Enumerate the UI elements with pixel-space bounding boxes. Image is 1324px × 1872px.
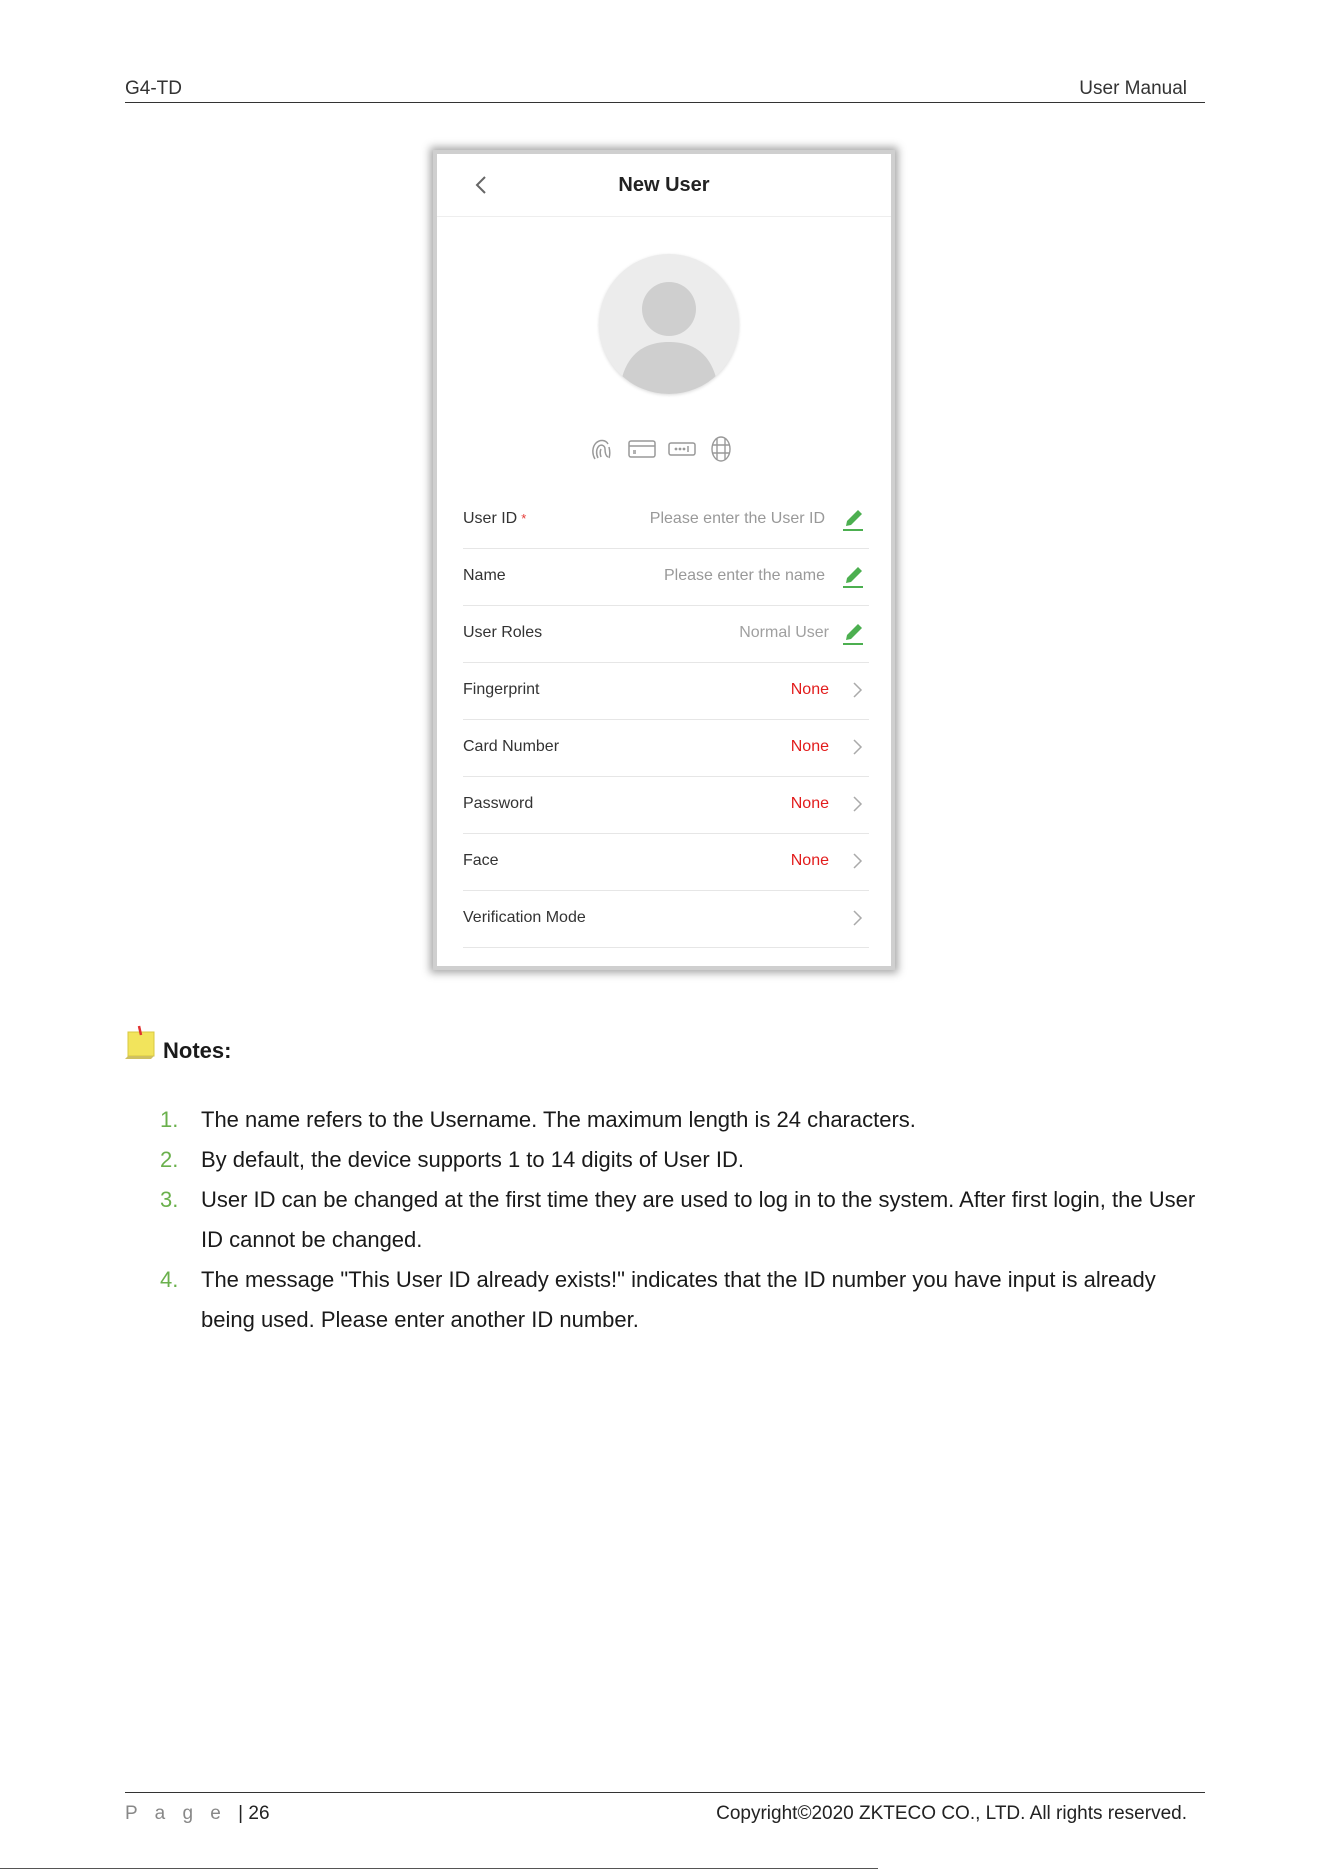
- field-value: Please enter the User ID: [649, 510, 825, 527]
- required-marker: *: [521, 511, 527, 526]
- field-row-user-roles[interactable]: [463, 606, 869, 663]
- note-item: [160, 1100, 1200, 1140]
- field-label-text: Fingerprint: [463, 681, 540, 698]
- user-fields-list: [463, 492, 869, 948]
- field-label-text: Password: [463, 795, 534, 812]
- field-label: [463, 624, 542, 642]
- field-label-text: Face: [463, 852, 499, 869]
- field-label: [463, 795, 533, 813]
- note-text: By default, the device supports 1 to 14 digits of User ID.: [201, 1147, 744, 1172]
- field-row-user-id[interactable]: [463, 492, 869, 549]
- device-screenshot: [433, 150, 895, 970]
- page-header: [125, 72, 1205, 103]
- page-number-value: | 26: [238, 1803, 270, 1824]
- note-item: [160, 1140, 1200, 1180]
- field-label: [463, 909, 586, 927]
- app-bar: [437, 154, 891, 217]
- field-label: [463, 852, 499, 870]
- field-label: [463, 567, 506, 585]
- face-icon: [707, 435, 735, 463]
- bottom-rule: [0, 1868, 878, 1869]
- field-row-name[interactable]: [463, 549, 869, 606]
- note-number: 3.: [160, 1187, 179, 1212]
- field-value: None: [790, 852, 829, 869]
- header-model: G4-TD: [125, 78, 182, 99]
- field-row-face[interactable]: [463, 834, 869, 891]
- field-label-text: Card Number: [463, 738, 560, 755]
- edit-pencil-icon[interactable]: [841, 563, 865, 589]
- copyright: Copyright©2020 ZKTECO CO., LTD. All rights reserved.: [716, 1803, 1187, 1824]
- verification-icons: [587, 432, 757, 466]
- field-row-password[interactable]: [463, 777, 869, 834]
- field-label-text: User ID: [463, 510, 518, 527]
- password-icon: [667, 435, 695, 463]
- chevron-right-icon[interactable]: [851, 680, 863, 700]
- field-value: None: [790, 795, 829, 812]
- avatar[interactable]: [599, 254, 739, 394]
- field-row-fingerprint[interactable]: [463, 663, 869, 720]
- chevron-right-icon[interactable]: [851, 794, 863, 814]
- edit-pencil-icon[interactable]: [841, 620, 865, 646]
- note-number: 4.: [160, 1267, 179, 1292]
- edit-pencil-icon[interactable]: [841, 506, 865, 532]
- field-label: [463, 738, 559, 756]
- field-label: [463, 510, 526, 528]
- field-value: Please enter the name: [664, 567, 825, 584]
- fingerprint-icon: [587, 435, 615, 463]
- field-label-text: Verification Mode: [463, 909, 586, 926]
- note-number: 1.: [160, 1107, 179, 1132]
- chevron-right-icon[interactable]: [851, 737, 863, 757]
- field-value: Normal User: [739, 624, 829, 641]
- note-item: [160, 1260, 1200, 1340]
- user-silhouette-icon: [599, 254, 739, 394]
- page-footer: [125, 1792, 1205, 1833]
- field-label: [463, 681, 539, 699]
- notes-title: Notes:: [163, 1038, 232, 1063]
- field-value: None: [790, 681, 829, 698]
- screen-title: New User: [618, 174, 710, 196]
- notes-list: [160, 1100, 1200, 1340]
- note-text: The name refers to the Username. The maximum length is 24 characters.: [201, 1107, 916, 1132]
- page-number: [125, 1803, 270, 1825]
- field-row-verification-mode[interactable]: [463, 891, 869, 948]
- field-label-text: Name: [463, 567, 506, 584]
- header-title: User Manual: [1079, 78, 1187, 99]
- card-icon: [627, 435, 655, 463]
- chevron-right-icon[interactable]: [851, 851, 863, 871]
- field-row-card-number[interactable]: [463, 720, 869, 777]
- field-label-text: User Roles: [463, 624, 543, 641]
- sticky-note-icon: [125, 1024, 159, 1060]
- note-item: [160, 1180, 1200, 1260]
- note-text: The message "This User ID already exists!" indicates that the ID number you have input is already being used. Please enter another ID number.: [201, 1267, 1156, 1332]
- field-value: None: [790, 738, 829, 755]
- note-text: User ID can be changed at the first time they are used to log in to the system. After first login, the User ID cannot be changed.: [201, 1187, 1196, 1252]
- note-number: 2.: [160, 1147, 179, 1172]
- chevron-right-icon[interactable]: [851, 908, 863, 928]
- page-label: P a g e: [125, 1803, 227, 1824]
